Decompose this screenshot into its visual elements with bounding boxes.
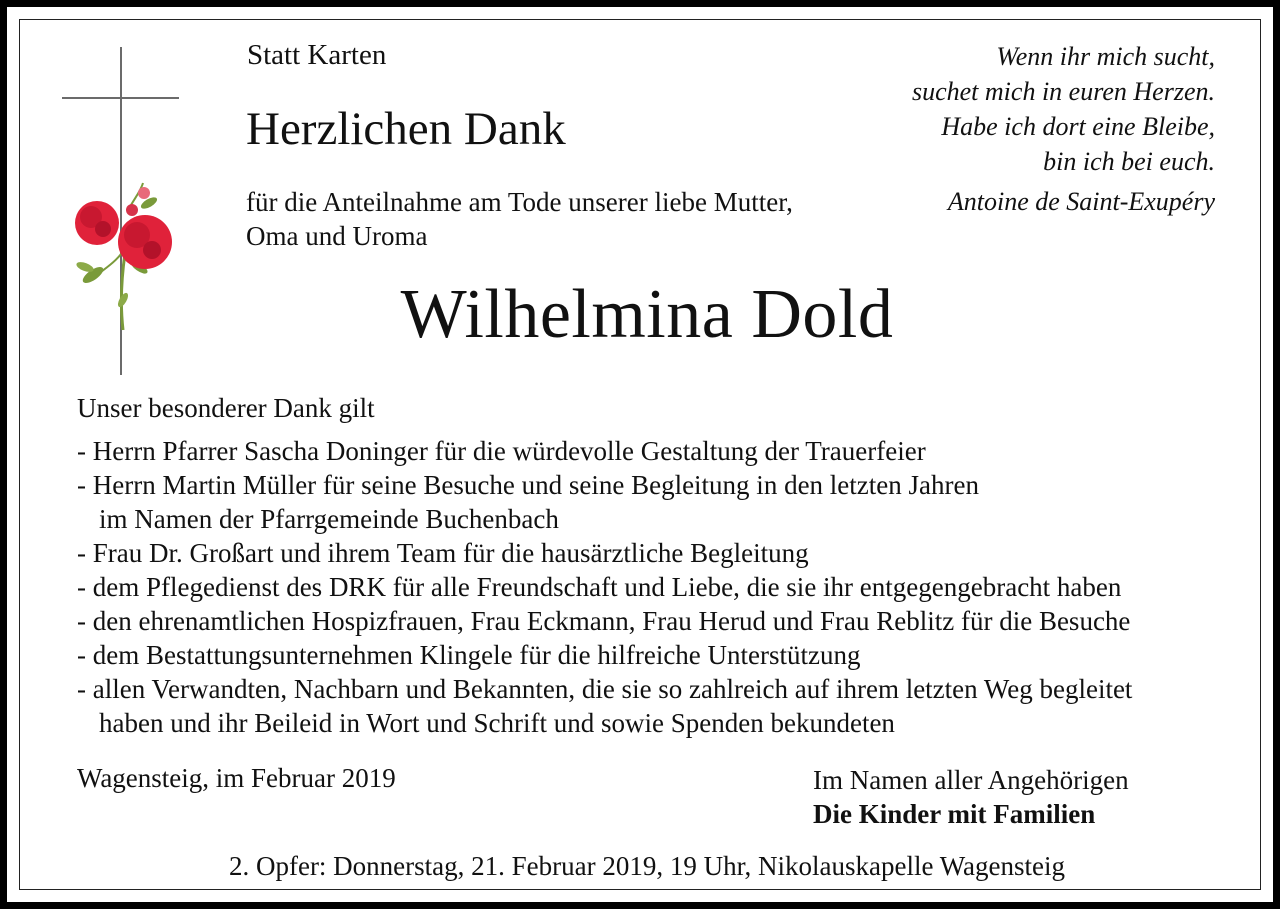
condolence-line: für die Anteilnahme am Tode unserer liebe Mutter, xyxy=(246,187,793,217)
condolence-line: Oma und Uroma xyxy=(246,221,428,251)
quote-line: suchet mich in euren Herzen. xyxy=(911,77,1215,106)
thanks-list xyxy=(77,434,1132,740)
statt-karten-label: Statt Karten xyxy=(247,39,387,71)
list-item: - Frau Dr. Großart und ihrem Team für die hausärztliche Begleitung xyxy=(77,538,809,568)
list-item: - dem Pflegedienst des DRK für alle Freundschaft und Liebe, die sie ihr entgegengebracht haben xyxy=(77,572,1122,602)
list-item: - den ehrenamtlichen Hospizfrauen, Frau Eckmann, Frau Herud und Frau Reblitz für die Besuche xyxy=(77,606,1131,636)
list-item: haben und ihr Beileid in Wort und Schrift und sowie Spenden bekundeten xyxy=(99,708,895,738)
deceased-name: Wilhelmina Dold xyxy=(400,276,894,353)
signature-line: Im Namen aller Angehörigen xyxy=(813,765,1129,795)
list-item: - Herrn Martin Müller für seine Besuche und seine Begleitung in den letzten Jahren xyxy=(77,470,979,500)
place-date: Wagensteig, im Februar 2019 xyxy=(77,763,396,793)
thanks-heading: Herzlichen Dank xyxy=(246,103,566,155)
quote-author: Antoine de Saint-Exupéry xyxy=(947,187,1215,216)
quote-block xyxy=(912,39,1215,179)
thanks-intro: Unser besonderer Dank gilt xyxy=(77,393,375,423)
signature-family: Die Kinder mit Familien xyxy=(813,799,1096,829)
list-item: - allen Verwandten, Nachbarn und Bekannten, die sie so zahlreich auf ihrem letzten Weg begleitet xyxy=(77,674,1133,704)
list-item: - dem Bestattungsunternehmen Klingele für die hilfreiche Unterstützung xyxy=(77,640,861,670)
signature-block xyxy=(813,763,1129,831)
list-item: - Herrn Pfarrer Sascha Doninger für die würdevolle Gestaltung der Trauerfeier xyxy=(77,436,926,466)
memorial-service-info: 2. Opfer: Donnerstag, 21. Februar 2019, 19 Uhr, Nikolauskapelle Wagensteig xyxy=(228,851,1066,881)
quote-line: Wenn ihr mich sucht, xyxy=(996,42,1215,71)
quote-line: Habe ich dort eine Bleibe, xyxy=(941,112,1215,141)
condolence-text xyxy=(246,185,793,253)
list-item: im Namen der Pfarrgemeinde Buchenbach xyxy=(99,504,559,534)
quote-line: bin ich bei euch. xyxy=(1043,147,1215,176)
